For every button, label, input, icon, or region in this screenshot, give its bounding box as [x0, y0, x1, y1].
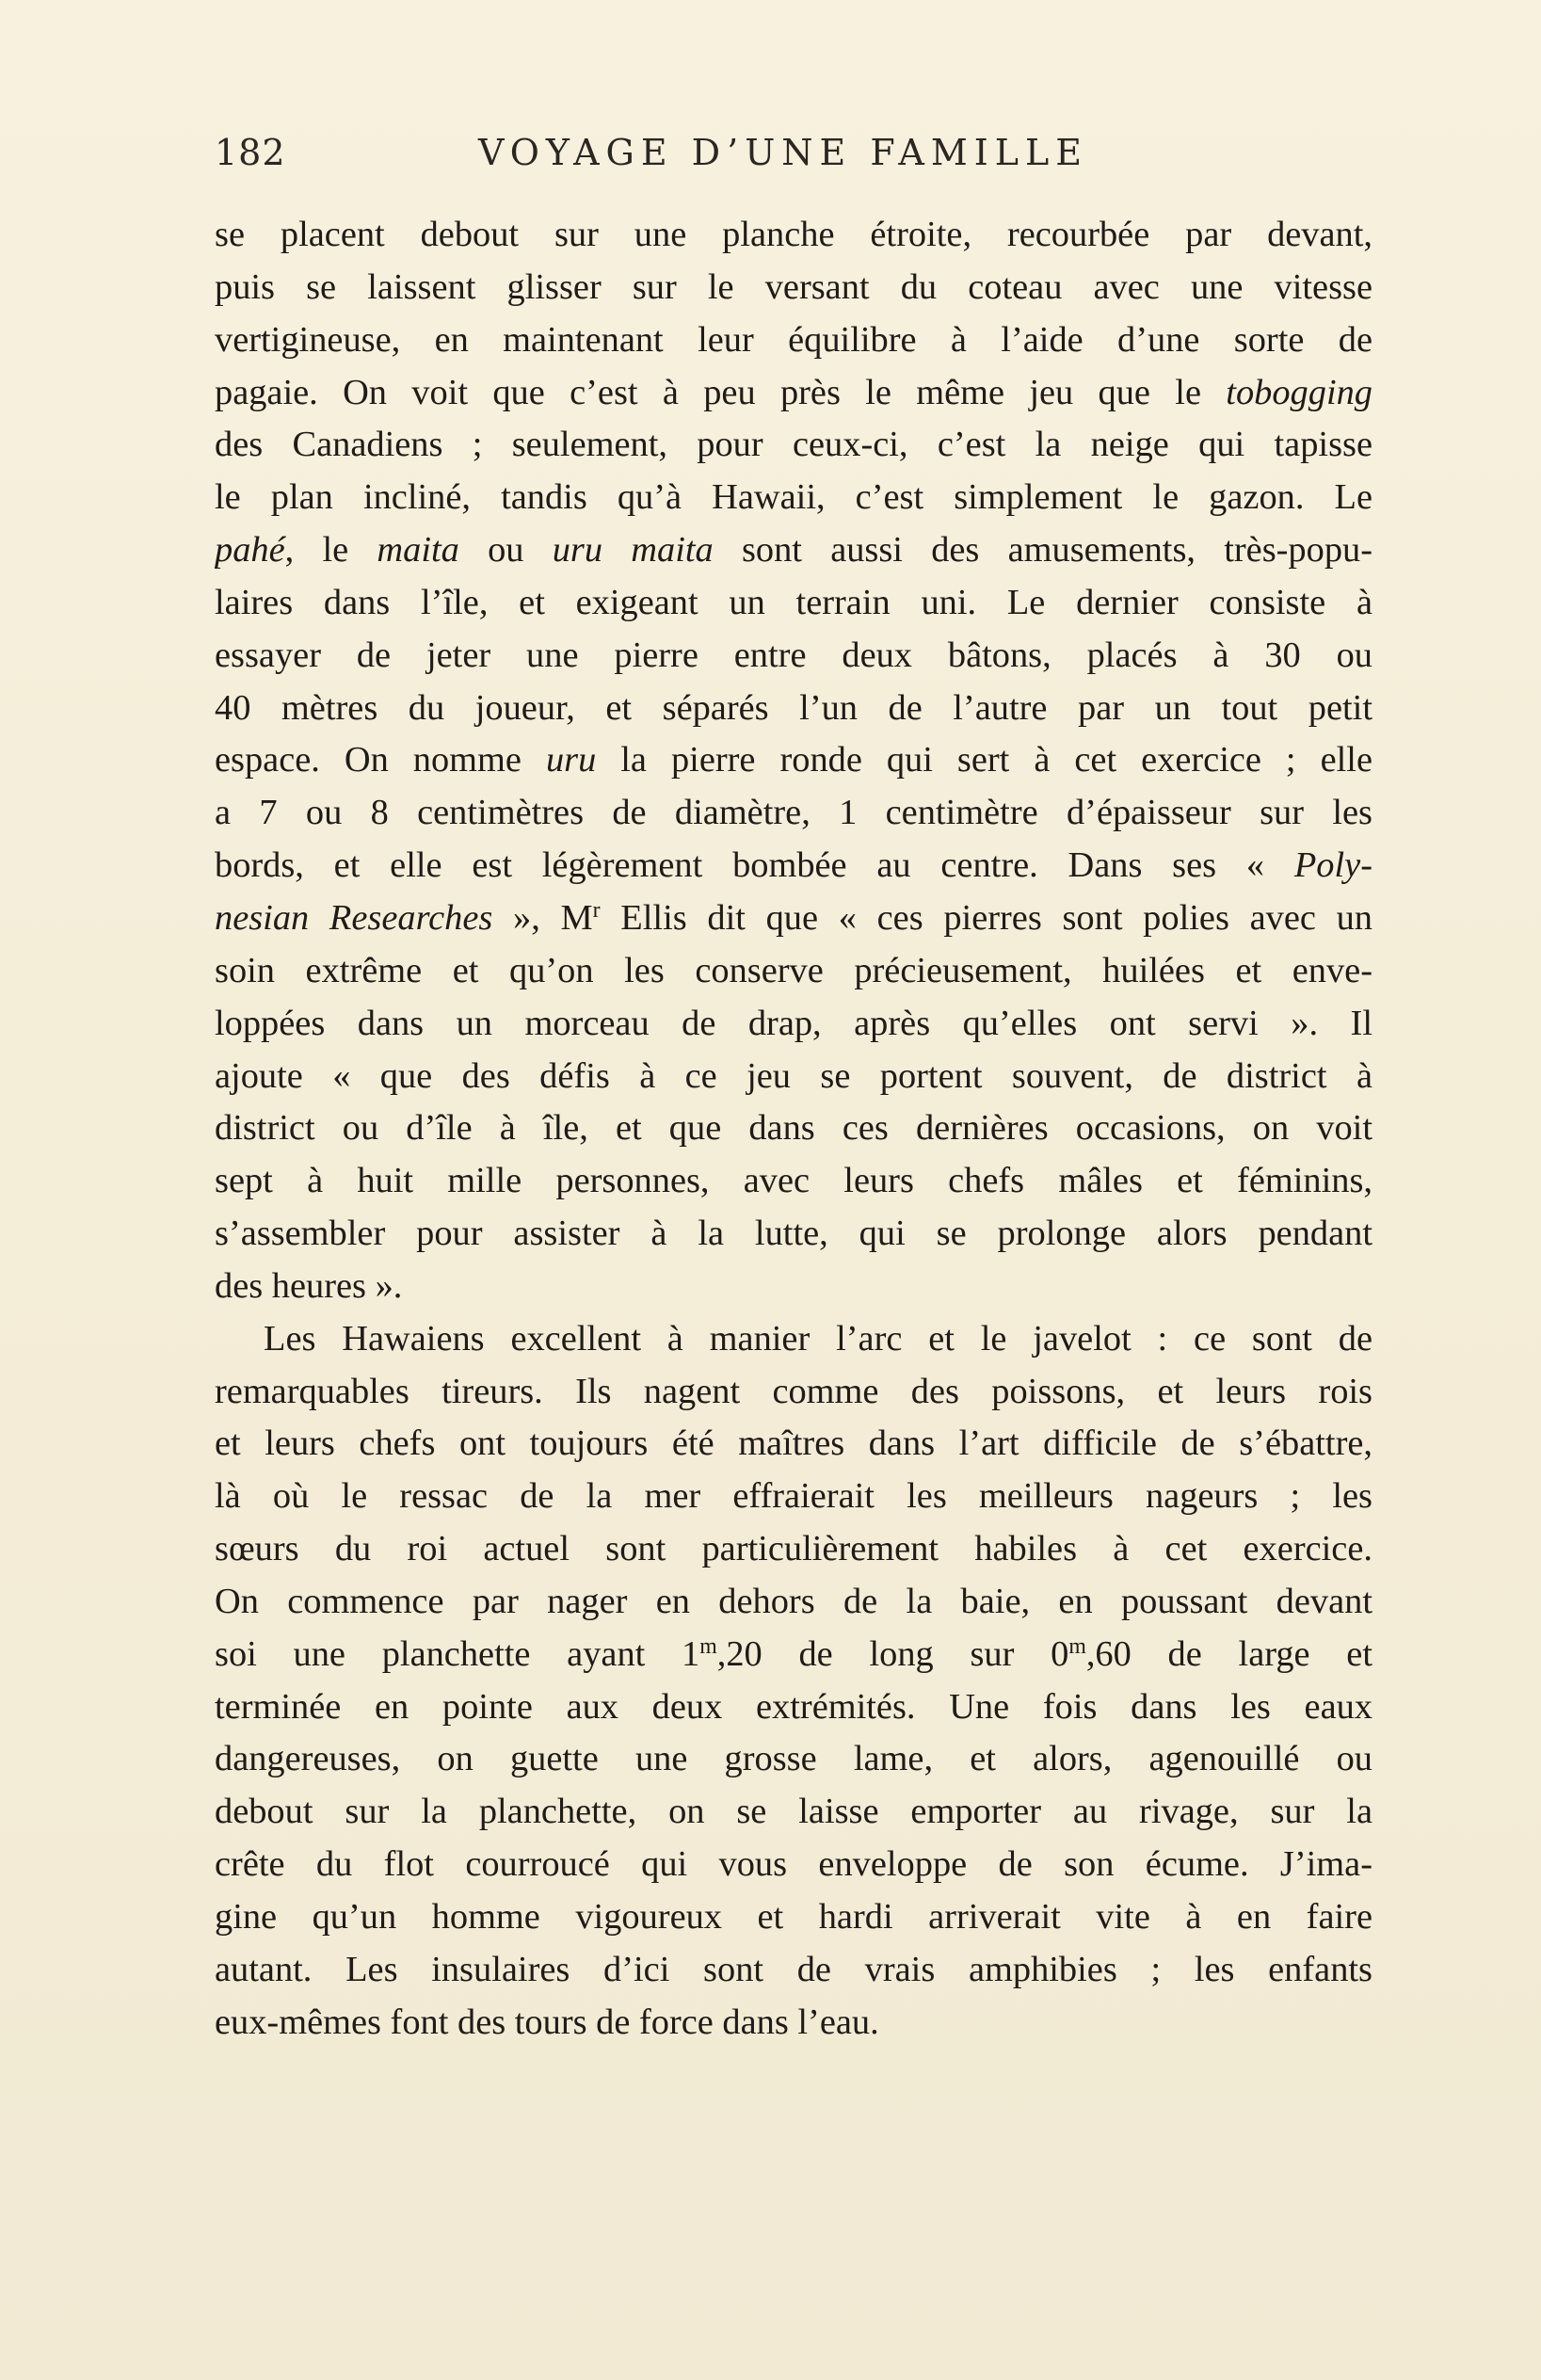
text-line: autant. Les insulaires d’ici sont de vrais amphibies ; les enfants: [215, 1949, 1372, 1989]
text-line: nesian Researches », $M^r$ Ellis dit que « ces pierres sont polies avec un: [215, 897, 1372, 938]
text-line: essayer de jeter une pierre entre deux bâtons, placés à 30 ou: [215, 635, 1372, 675]
text-line: loppées dans un morceau de drap, après qu’elles ont servi ». Il: [215, 1003, 1372, 1043]
text-line: des Canadiens ; seulement, pour ceux-ci, c’est la neige qui tapisse: [215, 425, 1372, 465]
body-text: [215, 209, 1372, 2050]
text-line: se placent debout sur une planche étroite, recourbée par devant,: [215, 215, 1372, 254]
page-number: 182: [215, 132, 286, 173]
text-line: laires dans l’île, et exigeant un terrain uni. Le dernier consiste à: [215, 582, 1372, 622]
text-line: pahé, le maita ou uru maita sont aussi des amusements, très-popu-: [215, 530, 1372, 571]
text-line: ajoute « que des défis à ce jeu se portent souvent, de district à: [215, 1055, 1372, 1096]
text-line: Les Hawaiens excellent à manier l’arc et le javelot : ce sont de: [264, 1318, 1372, 1359]
text-line: des heures ».: [215, 1265, 403, 1306]
text-line: district ou d’île à île, et que dans ces dernières occasions, on voit: [215, 1108, 1372, 1149]
text-line: le plan incliné, tandis qu’à Hawaii, c’est simplement le gazon. Le: [215, 477, 1372, 518]
page-header: [215, 132, 1372, 188]
text-line: crête du flot courroucé qui vous enveloppe de son écume. J’ima-: [215, 1844, 1372, 1885]
text-line: bords, et elle est légèrement bombée au centre. Dans ses « Poly-: [215, 845, 1372, 886]
text-line: là où le ressac de la mer effraierait les meilleurs nageurs ; les: [215, 1476, 1372, 1517]
running-title: VOYAGE D’UNE FAMILLE: [478, 132, 1088, 173]
text-line: 40 mètres du joueur, et séparés l’un de l’autre par un tout petit: [215, 687, 1372, 728]
text-line: pagaie. On voit que c’est à peu près le même jeu que le tobogging: [215, 372, 1372, 412]
text-line: On commence par nager en dehors de la baie, en poussant devant: [215, 1581, 1372, 1621]
text-line: vertigineuse, en maintenant leur équilibre à l’aide d’une sorte de: [215, 319, 1372, 360]
text-line: soin extrême et qu’on les conserve précieusement, huilées et enve-: [215, 950, 1372, 990]
text-line: dangereuses, on guette une grosse lame, et alors, agenouillé ou: [215, 1739, 1372, 1779]
paragraph-2: [215, 1313, 1372, 2050]
text-line: s’assembler pour assister à la lutte, qui se prolonge alors pendant: [215, 1214, 1372, 1254]
text-line: sœurs du roi actuel sont particulièrement habiles à cet exercice.: [215, 1529, 1372, 1569]
text-line: espace. On nomme uru la pierre ronde qui sert à cet exercice ; elle: [215, 740, 1372, 780]
text-line: terminée en pointe aux deux extrémités. Une fois dans les eaux: [215, 1686, 1372, 1727]
text-line: et leurs chefs ont toujours été maîtres dans l’art difficile de s’ébattre,: [215, 1423, 1372, 1464]
paragraph-1: [215, 209, 1372, 1313]
text-line: puis se laissent glisser sur le versant du coteau avec une vitesse: [215, 266, 1372, 307]
text-line: gine qu’un homme vigoureux et hardi arriverait vite à en faire: [215, 1897, 1372, 1937]
text-line: remarquables tireurs. Ils nagent comme des poissons, et leurs rois: [215, 1371, 1372, 1411]
text-line: sept à huit mille personnes, avec leurs chefs mâles et féminins,: [215, 1161, 1372, 1201]
text-line: a 7 ou 8 centimètres de diamètre, 1 centimètre d’épaisseur sur les: [215, 793, 1372, 833]
text-line: debout sur la planchette, on se laisse emporter au rivage, sur la: [215, 1792, 1372, 1832]
text-line: soi une planchette ayant 1$^m$,20 de long sur 0$^m$,60 de large et: [215, 1633, 1372, 1674]
text-line: eux-mêmes font des tours de force dans l’eau.: [215, 2002, 879, 2042]
